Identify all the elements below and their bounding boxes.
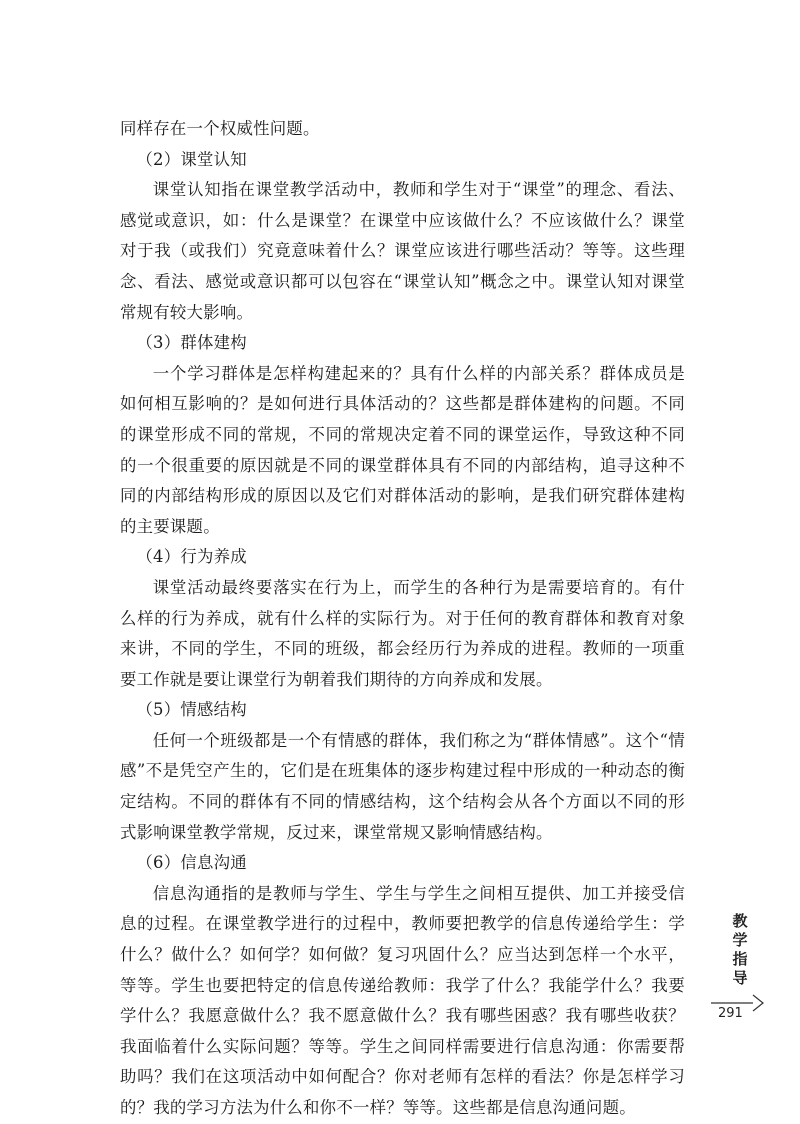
section-heading-group-construction: （3）群体建构 bbox=[136, 333, 247, 353]
section-side-label bbox=[728, 912, 752, 988]
section-heading-emotional-structure: （5）情感结构 bbox=[136, 700, 247, 720]
side-label-char: 学 bbox=[732, 931, 748, 949]
paragraph-behavior-formation: 课堂活动最终要落实在行为上，而学生的各种行为是需要培育的。有什么样的行为养成，就有什么样的实际行为。对于任何的教育群体和教育对象来讲，不同的学生，不同的班级，都会经历行为养成的进程。教师的一项重要工作就是要让课堂行为朝着我们期待的方向养成和发展。 bbox=[120, 577, 685, 689]
paragraph-group-construction: 一个学习群体是怎样构建起来的？具有什么样的内部关系？群体成员是如何相互影响的？是如何进行具体活动的？这些都是群体建构的问题。不同的课堂形成不同的常规，不同的常规决定着不同的课堂运作，导致这种不同的一个很重要的原因就是不同的课堂群体具有不同的内部结构，追寻这种不同的内部结构形成的原因以及它们对群体活动的影响，是我们研究群体建构的主要课题。 bbox=[120, 363, 685, 536]
side-label-char: 导 bbox=[732, 969, 748, 987]
continuation-paragraph: 同样存在一个权威性问题。 bbox=[120, 119, 320, 138]
section-heading-classroom-cognition: （2）课堂认知 bbox=[136, 149, 247, 169]
side-label-char: 教 bbox=[732, 912, 748, 930]
page-number: 291 bbox=[718, 1006, 743, 1021]
paragraph-classroom-cognition: 课堂认知指在课堂教学活动中，教师和学生对于“课堂”的理念、看法、感觉或意识，如：什么是课堂？在课堂中应该做什么？不应该做什么？课堂对于我（或我们）究竟意味着什么？课堂应该进行哪些活动？等等。这些理念、看法、感觉或意识都可以包容在“课堂认知”概念之中。课堂认知对课堂常规有较大影响。 bbox=[120, 180, 685, 322]
section-heading-behavior-formation: （4）行为养成 bbox=[136, 547, 247, 567]
paragraph-emotional-structure: 任何一个班级都是一个有情感的群体，我们称之为“群体情感”。这个“情感”不是凭空产生的，它们是在班集体的逐步构建过程中形成的一种动态的衡定结构。不同的群体有不同的情感结构，这个结构会从各个方面以不同的形式影响课堂教学常规，反过来，课堂常规又影响情感结构。 bbox=[120, 730, 685, 842]
side-label-char: 指 bbox=[732, 950, 748, 968]
paragraph-information-communication: 信息沟通指的是教师与学生、学生与学生之间相互提供、加工并接受信息的过程。在课堂教学进行的过程中，教师要把教学的信息传递给学生：学什么？做什么？如何学？如何做？复习巩固什么？应当达到怎样一个水平，等等。学生也要把特定的信息传递给教师：我学了什么？我能学什么？我要学什么？我愿意做什么？我不愿意做什么？我有哪些困惑？我有哪些收获？我面临着什么实际问题？等等。学生之间同样需要进行信息沟通：你需要帮助吗？我们在这项活动中如何配合？你对老师有怎样的看法？你是怎样学习的？我的学习方法为什么和你不一样？等等。这些都是信息沟通问题。 bbox=[120, 883, 685, 1117]
section-heading-information-communication: （6）信息沟通 bbox=[136, 853, 247, 873]
body-text bbox=[120, 114, 685, 1124]
